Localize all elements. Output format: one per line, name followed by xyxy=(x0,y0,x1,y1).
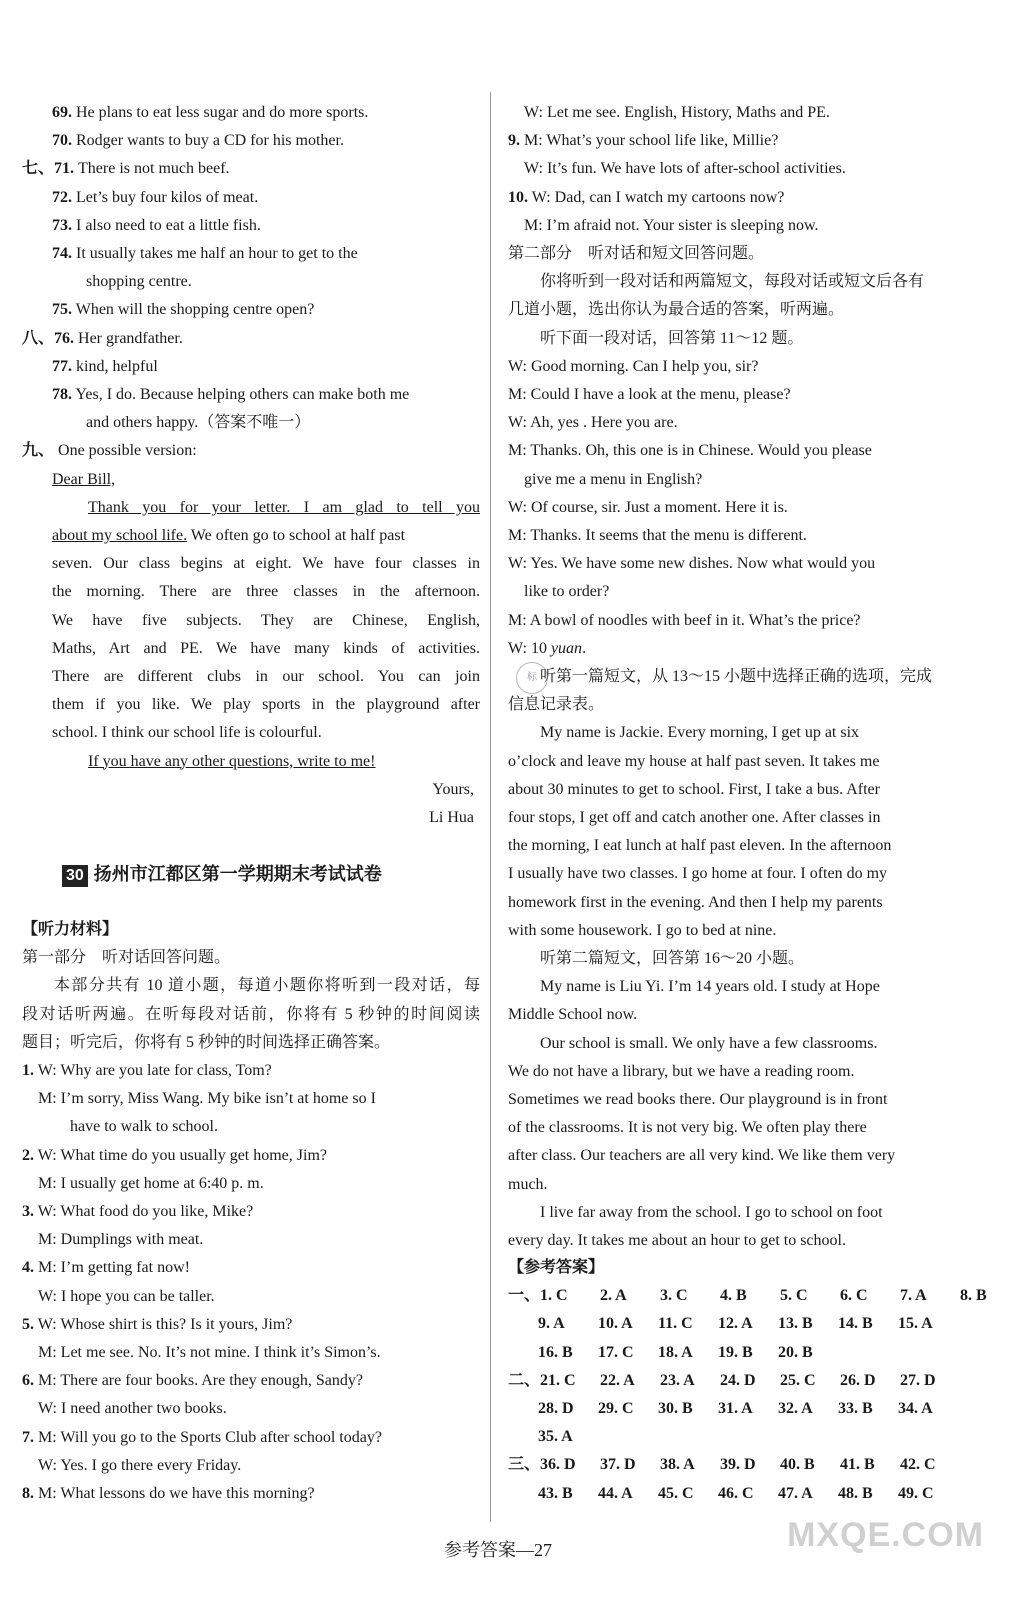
transcript-text: I live far away from the school. I go to school on foot xyxy=(540,1203,883,1221)
letter-text: about my school life. xyxy=(52,527,188,544)
page-footer: 参考答案—27 xyxy=(444,1540,552,1560)
transcript-line xyxy=(508,184,958,212)
transcript-line xyxy=(508,776,958,804)
transcript-line xyxy=(508,240,958,268)
letter-line xyxy=(22,748,480,776)
dialogue-text: M: Will you go to the Sports Club after school today? xyxy=(38,1428,382,1446)
answer-item: 11. C xyxy=(658,1315,693,1333)
answer-item: 40. B xyxy=(780,1456,815,1474)
transcript-line xyxy=(508,748,958,776)
answer-item: 47. A xyxy=(778,1484,813,1502)
letter-line xyxy=(22,494,480,522)
transcript-text: the morning, I eat lunch at half past eleven. In the afternoon xyxy=(508,837,892,855)
answer-item: 5. C xyxy=(780,1287,808,1305)
answer-item: 36. D xyxy=(540,1456,576,1474)
answer-row xyxy=(508,1423,958,1451)
answer-line xyxy=(22,353,480,381)
transcript-line xyxy=(508,212,958,240)
transcript-text: yuan xyxy=(550,639,583,657)
letter-line xyxy=(22,550,480,578)
letter-text: Maths, Art and PE. We have many kinds of activities. xyxy=(52,639,480,657)
answer-line xyxy=(22,409,480,437)
transcript-line xyxy=(508,607,958,635)
letter-text: the morning. There are three classes in the afternoon. xyxy=(52,583,480,601)
transcript-line xyxy=(508,1142,958,1170)
section-title xyxy=(22,860,480,888)
letter-signature-text: Li Hua xyxy=(429,809,474,826)
answer-item: 49. C xyxy=(898,1484,934,1502)
answer-text: There is not much beef. xyxy=(78,160,230,178)
item-number: 69. xyxy=(52,104,72,121)
letter-text: seven. Our class begins at eight. We have four classes in xyxy=(52,555,480,573)
letter-text: If you have any other questions, write to me! xyxy=(88,752,376,770)
transcript-text: W: Let me see. English, History, Maths and PE. xyxy=(524,104,830,121)
letter-line xyxy=(22,719,480,747)
transcript-text: My name is Liu Yi. I’m 14 years old. I study at Hope xyxy=(540,978,880,996)
dialogue-text: W: Yes. I go there every Friday. xyxy=(38,1456,242,1474)
item-number: 八、76. xyxy=(22,329,75,347)
answer-row xyxy=(508,1451,958,1479)
answer-item: 25. C xyxy=(780,1371,816,1389)
answer-item: 41. B xyxy=(840,1456,875,1474)
transcript-line xyxy=(508,466,958,494)
dialogue-text: W: What food do you like, Mike? xyxy=(37,1203,254,1220)
answer-text: When will the shopping centre open? xyxy=(75,301,315,319)
transcript-text: give me a menu in English? xyxy=(524,470,703,488)
transcript-text: M: I’m afraid not. Your sister is sleeping now. xyxy=(524,216,819,234)
item-number: 7. xyxy=(22,1428,34,1446)
transcript-text: 听第二篇短文，回答第 16～20 小题。 xyxy=(540,950,805,967)
answer-item: 44. A xyxy=(598,1484,633,1502)
transcript-text: My name is Jackie. Every morning, I get up at six xyxy=(540,724,860,742)
dialogue-text: M: There are four books. Are they enough, Sandy? xyxy=(38,1372,363,1390)
transcript-line xyxy=(508,1030,958,1058)
transcript-line xyxy=(508,381,958,409)
transcript-line xyxy=(508,860,958,888)
answer-item: 6. C xyxy=(840,1287,868,1305)
answer-item: 19. B xyxy=(718,1343,753,1361)
item-number: 3. xyxy=(22,1203,34,1220)
transcript-text: Middle School now. xyxy=(508,1006,638,1024)
letter-closing-text: Yours, xyxy=(432,780,474,798)
dialogue-line xyxy=(22,1283,480,1311)
dialogue-line xyxy=(22,1480,480,1508)
answer-item: 22. A xyxy=(600,1371,635,1389)
answer-item: 12. A xyxy=(718,1315,753,1333)
answer-text: It usually takes me half an hour to get to the xyxy=(76,245,358,262)
dialogue-text: M: What lessons do we have this morning? xyxy=(38,1485,315,1502)
item-number: 4. xyxy=(22,1259,34,1277)
answer-item: 26. D xyxy=(840,1371,876,1389)
answer-row xyxy=(508,1310,958,1338)
transcript-text: 几道小题，选出你认为最合适的答案，听两遍。 xyxy=(508,301,845,319)
answer-item: 39. D xyxy=(720,1456,756,1474)
dialogue-line xyxy=(22,1452,480,1480)
letter-signature xyxy=(22,804,480,832)
item-number: 1. xyxy=(22,1062,34,1079)
transcript-text: Our school is small. We only have a few classrooms. xyxy=(540,1034,878,1052)
transcript-line xyxy=(508,973,958,1001)
item-number: 72. xyxy=(52,188,72,206)
stamp-mark: 标 xyxy=(516,662,548,694)
answer-line xyxy=(22,268,480,296)
column-divider xyxy=(490,92,491,1522)
transcript-line xyxy=(508,635,958,663)
item-number: 8. xyxy=(22,1485,34,1502)
transcript-line xyxy=(508,409,958,437)
answer-item: 14. B xyxy=(838,1315,873,1333)
section-title-text: 扬州市江都区第一学期期末考试试卷 xyxy=(93,864,382,884)
answer-item: 20. B xyxy=(778,1343,813,1361)
answer-line xyxy=(22,240,480,268)
answer-item: 10. A xyxy=(598,1315,633,1333)
transcript-line xyxy=(508,1058,958,1086)
transcript-line xyxy=(508,1114,958,1142)
letter-text: school. I think our school life is colourful. xyxy=(52,724,322,742)
transcript-text: W: Dad, can I watch my cartoons now? xyxy=(531,188,785,206)
transcript-text: 信息记录表。 xyxy=(508,696,605,714)
transcript-text: 第二部分 听对话和短文回答问题。 xyxy=(508,245,765,262)
answer-item: 3. C xyxy=(660,1287,688,1305)
dialogue-line xyxy=(22,1254,480,1282)
answer-row xyxy=(508,1339,958,1367)
transcript-text: after class. Our teachers are all very kind. We like them very xyxy=(508,1147,896,1165)
transcript-line xyxy=(508,127,958,155)
answer-text: He plans to eat less sugar and do more sports. xyxy=(76,104,369,121)
item-number: 75. xyxy=(52,301,72,319)
item-number: 2. xyxy=(22,1146,34,1164)
dialogue-line xyxy=(22,1142,480,1170)
part1-desc xyxy=(22,1001,480,1029)
letter-text: We have five subjects. They are Chinese, English, xyxy=(52,611,480,629)
answer-text: I also need to eat a little fish. xyxy=(76,216,261,234)
transcript-line xyxy=(508,832,958,860)
dialogue-line xyxy=(22,1395,480,1423)
answer-text: Yes, I do. Because helping others can make both me xyxy=(75,386,410,403)
answer-text: and others happy.（答案不唯一） xyxy=(86,414,311,432)
answer-line xyxy=(22,212,480,240)
letter-text: Thank you for your letter. I am glad to tell you xyxy=(88,498,480,516)
transcript-text: W: Ah, yes . Here you are. xyxy=(508,414,678,432)
answer-item: 9. A xyxy=(538,1315,565,1333)
letter-line xyxy=(22,635,480,663)
transcript-line xyxy=(508,917,958,945)
dialogue-text: have to walk to school. xyxy=(70,1118,218,1136)
transcript-line xyxy=(508,663,958,691)
answer-item: 32. A xyxy=(778,1400,813,1417)
dialogue-line xyxy=(22,1226,480,1254)
answer-item: 35. A xyxy=(538,1428,573,1446)
answer-item: 16. B xyxy=(538,1343,573,1361)
part1-desc-text: 本部分共有 10 道小题，每道小题你将听到一段对话，每 xyxy=(54,977,480,995)
answer-item: 2. A xyxy=(600,1287,627,1305)
letter-line xyxy=(22,663,480,691)
transcript-line xyxy=(508,522,958,550)
listening-header-text: 【听力材料】 xyxy=(22,921,119,938)
answer-text: Rodger wants to buy a CD for his mother. xyxy=(76,132,344,150)
item-number: 5. xyxy=(22,1315,34,1333)
answer-item: 31. A xyxy=(718,1400,753,1417)
answer-line xyxy=(22,325,480,353)
transcript-line xyxy=(508,691,958,719)
letter-greeting xyxy=(22,466,480,494)
item-number: 74. xyxy=(52,245,72,262)
transcript-line xyxy=(508,945,958,973)
answer-row xyxy=(508,1395,958,1423)
transcript-line xyxy=(508,1086,958,1114)
transcript-text: four stops, I get off and catch another one. After classes in xyxy=(508,809,881,826)
item-number: 78. xyxy=(52,386,72,403)
answer-item: 15. A xyxy=(898,1315,933,1333)
dialogue-line xyxy=(22,1198,480,1226)
listening-header xyxy=(22,916,480,944)
transcript-line xyxy=(508,1171,958,1199)
dialogue-line xyxy=(22,1170,480,1198)
answer-section-prefix: 二、 xyxy=(508,1371,541,1389)
transcript-line xyxy=(508,1199,958,1227)
answer-line xyxy=(22,155,480,183)
item-number: 10. xyxy=(508,188,528,206)
transcript-text: W: Of course, sir. Just a moment. Here it is. xyxy=(508,498,788,516)
dialogue-text: M: Let me see. No. It’s not mine. I think it’s Simon’s. xyxy=(38,1344,381,1361)
transcript-text: 听下面一段对话，回答第 11～12 题。 xyxy=(540,329,804,347)
transcript-text: We do not have a library, but we have a reading room. xyxy=(508,1062,855,1080)
answer-item: 13. B xyxy=(778,1315,813,1333)
answer-section-prefix: 一、 xyxy=(508,1287,541,1305)
transcript-line xyxy=(508,889,958,917)
answer-item: 8. B xyxy=(960,1287,987,1305)
transcript-line xyxy=(508,494,958,522)
transcript-line xyxy=(508,325,958,353)
answer-item: 30. B xyxy=(658,1400,693,1417)
answer-line xyxy=(22,127,480,155)
dialogue-text: W: I need another two books. xyxy=(38,1400,227,1418)
dialogue-line xyxy=(22,1085,480,1113)
answer-item: 34. A xyxy=(898,1400,933,1417)
part1-title-text: 第一部分 听对话回答问题。 xyxy=(22,949,231,967)
answer-line xyxy=(22,437,480,465)
letter-closing xyxy=(22,776,480,804)
answer-line xyxy=(22,381,480,409)
dialogue-text: M: Dumplings with meat. xyxy=(38,1231,204,1249)
transcript-text: homework first in the evening. And then I help my parents xyxy=(508,893,883,911)
answer-item: 1. C xyxy=(540,1287,568,1305)
part1-desc xyxy=(22,972,480,1000)
item-number: 77. xyxy=(52,357,72,375)
transcript-text: with some housework. I go to bed at nine. xyxy=(508,921,777,939)
transcript-text: of the classrooms. It is not very big. We often play there xyxy=(508,1119,867,1137)
item-number: 七、71. xyxy=(22,160,75,178)
letter-text: We often go to school at half past xyxy=(187,527,406,544)
answer-text: kind, helpful xyxy=(76,357,158,375)
dialogue-line xyxy=(22,1339,480,1367)
item-number: 70. xyxy=(52,132,72,150)
transcript-line xyxy=(508,155,958,183)
transcript-text: 听第一篇短文，从 13～15 小题中选择正确的选项，完成 xyxy=(540,668,933,685)
dialogue-text: W: I hope you can be taller. xyxy=(38,1287,215,1305)
answer-text: One possible version: xyxy=(58,442,197,460)
dialogue-line xyxy=(22,1424,480,1452)
item-number: 9. xyxy=(508,132,520,150)
answer-item: 38. A xyxy=(660,1456,695,1474)
answer-row xyxy=(508,1367,958,1395)
transcript-line xyxy=(508,804,958,832)
transcript-line xyxy=(508,719,958,747)
answer-row xyxy=(508,1282,987,1310)
part1-desc-text: 题目；听完后，你将有 5 秒钟的时间选择正确答案。 xyxy=(22,1033,391,1051)
answer-item: 21. C xyxy=(540,1371,576,1389)
transcript-line xyxy=(508,353,958,381)
transcript-line xyxy=(508,99,958,127)
answer-item: 45. C xyxy=(658,1484,694,1502)
answer-row xyxy=(508,1480,958,1508)
transcript-line xyxy=(508,1227,958,1255)
answer-text: Let’s buy four kilos of meat. xyxy=(76,188,259,206)
part1-title xyxy=(22,944,480,972)
answers-header xyxy=(508,1254,958,1282)
answer-line xyxy=(22,184,480,212)
transcript-line xyxy=(508,550,958,578)
transcript-text: . xyxy=(582,639,587,657)
letter-line xyxy=(22,578,480,606)
answer-item: 24. D xyxy=(720,1371,756,1389)
dialogue-text: M: I’m getting fat now! xyxy=(38,1259,190,1277)
transcript-text: 你将听到一段对话和两篇短文，每段对话或短文后各有 xyxy=(540,273,925,291)
letter-text: them if you like. We play sports in the playground after xyxy=(52,696,480,714)
transcript-text: M: Could I have a look at the menu, please? xyxy=(508,386,791,403)
answer-line xyxy=(22,99,480,127)
section-badge: 30 xyxy=(62,865,88,887)
answer-item: 4. B xyxy=(720,1287,747,1305)
answer-item: 27. D xyxy=(900,1371,936,1389)
transcript-text: every day. It takes me about an hour to get to school. xyxy=(508,1232,846,1249)
answer-item: 29. C xyxy=(598,1400,634,1417)
answer-text: Her grandfather. xyxy=(78,329,183,347)
transcript-line xyxy=(508,578,958,606)
answer-item: 28. D xyxy=(538,1400,574,1417)
transcript-text: W: Yes. We have some new dishes. Now what would you xyxy=(508,555,876,573)
letter-line xyxy=(22,522,480,550)
transcript-text: W: 10 xyxy=(508,639,551,657)
answer-text: shopping centre. xyxy=(86,273,192,291)
item-number: 6. xyxy=(22,1372,34,1390)
dialogue-text: W: Whose shirt is this? Is it yours, Jim? xyxy=(37,1315,293,1333)
transcript-text: like to order? xyxy=(524,583,610,601)
answer-item: 42. C xyxy=(900,1456,936,1474)
answer-item: 17. C xyxy=(598,1343,634,1361)
part1-desc-text: 段对话听两遍。在听每段对话前，你将有 5 秒钟的时间阅读 xyxy=(22,1005,480,1023)
part1-desc xyxy=(22,1029,480,1057)
transcript-line xyxy=(508,268,958,296)
transcript-text: W: It’s fun. We have lots of after-school activities. xyxy=(524,160,846,178)
dialogue-line xyxy=(22,1113,480,1141)
answer-item: 7. A xyxy=(900,1287,927,1305)
dialogue-text: M: I’m sorry, Miss Wang. My bike isn’t at home so I xyxy=(38,1090,376,1108)
transcript-text: much. xyxy=(508,1175,548,1193)
answer-item: 33. B xyxy=(838,1400,873,1417)
transcript-text: about 30 minutes to get to school. First, I take a bus. After xyxy=(508,780,880,798)
letter-greeting-text: Dear Bill, xyxy=(52,470,116,488)
transcript-text: o’clock and leave my house at half past seven. It takes me xyxy=(508,752,880,770)
dialogue-line xyxy=(22,1367,480,1395)
transcript-line xyxy=(508,296,958,324)
transcript-text: M: Thanks. Oh, this one is in Chinese. Would you please xyxy=(508,442,872,460)
answer-line xyxy=(22,296,480,324)
answer-item: 48. B xyxy=(838,1484,873,1502)
item-number: 73. xyxy=(52,216,72,234)
answers-header-text: 【参考答案】 xyxy=(508,1259,605,1276)
transcript-line xyxy=(508,1001,958,1029)
dialogue-line xyxy=(22,1057,480,1085)
dialogue-text: W: Why are you late for class, Tom? xyxy=(37,1062,272,1079)
dialogue-line xyxy=(22,1311,480,1339)
transcript-text: M: A bowl of noodles with beef in it. What’s the price? xyxy=(508,611,861,629)
transcript-line xyxy=(508,437,958,465)
answer-item: 37. D xyxy=(600,1456,636,1474)
transcript-text: I usually have two classes. I go home at four. I often do my xyxy=(508,865,888,883)
transcript-text: M: What’s your school life like, Millie? xyxy=(524,132,779,150)
letter-text: There are different clubs in our school. You can join xyxy=(52,668,480,685)
answer-item: 43. B xyxy=(538,1484,573,1502)
dialogue-text: M: I usually get home at 6:40 p. m. xyxy=(38,1174,264,1192)
transcript-text: W: Good morning. Can I help you, sir? xyxy=(508,357,759,375)
dialogue-text: W: What time do you usually get home, Jim? xyxy=(37,1146,327,1164)
transcript-text: Sometimes we read books there. Our playground is in front xyxy=(508,1091,888,1108)
answer-item: 18. A xyxy=(658,1343,693,1361)
answer-item: 23. A xyxy=(660,1371,695,1389)
transcript-text: M: Thanks. It seems that the menu is different. xyxy=(508,527,807,544)
letter-line xyxy=(22,691,480,719)
answer-item: 46. C xyxy=(718,1484,754,1502)
answer-section-prefix: 三、 xyxy=(508,1456,541,1474)
item-number: 九、 xyxy=(22,442,55,460)
letter-line xyxy=(22,607,480,635)
watermark: MXQE.COM xyxy=(787,1516,984,1554)
